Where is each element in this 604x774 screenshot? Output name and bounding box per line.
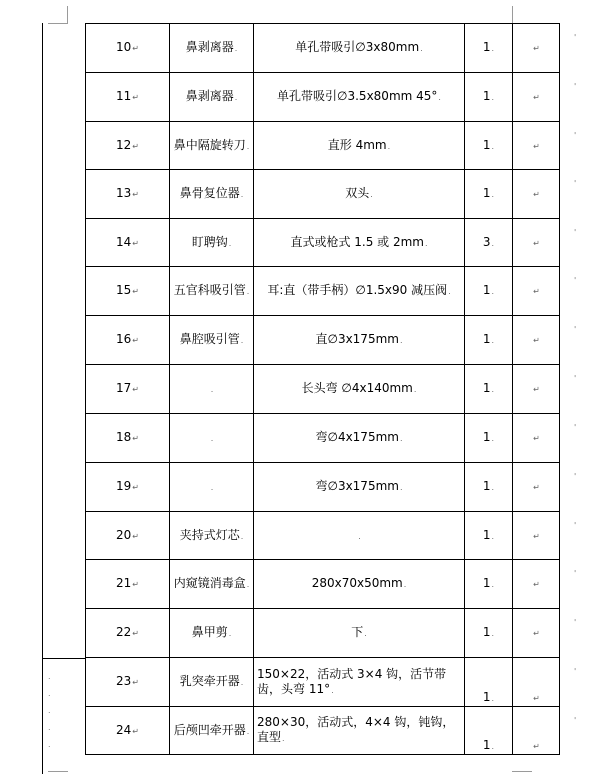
row-number xyxy=(86,170,170,219)
row-number-text: 24 xyxy=(116,722,132,737)
instrument-spec xyxy=(254,707,465,755)
instrument-name-text: 后颅凹牵开器 xyxy=(173,722,246,737)
instrument-name xyxy=(170,609,254,658)
row-end-mark-icon: ' xyxy=(574,569,577,578)
instrument-name xyxy=(170,170,254,219)
quantity xyxy=(465,560,513,609)
instrument-name-text: 盯聘钩 xyxy=(191,234,228,249)
quantity-text: 1 xyxy=(482,738,491,752)
row-number-text: 20 xyxy=(116,527,132,542)
instrument-name-text: 五官科吸引管 xyxy=(173,283,246,297)
instrument-table xyxy=(85,23,560,755)
row-number xyxy=(86,73,170,122)
instrument-name xyxy=(170,707,254,755)
instrument-spec xyxy=(254,316,465,365)
instrument-name xyxy=(170,365,254,414)
instrument-name xyxy=(170,316,254,365)
paragraph-mark-icon: . xyxy=(399,336,403,345)
row-end-mark-icon: ' xyxy=(574,716,577,725)
quantity-text: 1 xyxy=(482,40,491,54)
paragraph-mark-icon: ↵ xyxy=(533,336,540,345)
quantity-text: 1 xyxy=(482,690,491,704)
row-number xyxy=(86,658,170,707)
paragraph-mark-icon: ↵ xyxy=(533,93,540,102)
instrument-spec xyxy=(254,24,465,73)
row-number-text: 15 xyxy=(116,283,132,297)
paragraph-mark-icon: ↵ xyxy=(533,238,540,248)
instrument-spec-text: 280x70x50mm xyxy=(311,576,403,590)
quantity-text: 1 xyxy=(482,186,491,200)
crop-mark-bottom-left-h xyxy=(48,771,68,772)
paragraph-mark-icon: ↵ xyxy=(132,434,139,443)
instrument-spec-text: 单孔带吸引∅3.5x80mm 45° xyxy=(277,89,438,103)
quantity-text: 1 xyxy=(482,283,491,297)
quantity xyxy=(465,24,513,73)
row-number-text: 23 xyxy=(116,674,132,688)
paragraph-mark-icon: . xyxy=(491,434,495,443)
row-number xyxy=(86,122,170,170)
paragraph-mark-icon: . xyxy=(234,44,238,53)
remark xyxy=(513,463,560,512)
quantity-text: 1 xyxy=(482,381,491,395)
row-number xyxy=(86,414,170,463)
left-column-marks: . . . . . xyxy=(48,672,51,749)
instrument-spec-text: 弯∅3x175mm xyxy=(315,479,399,493)
instrument-spec xyxy=(254,122,465,170)
quantity xyxy=(465,219,513,267)
instrument-spec xyxy=(254,463,465,512)
paragraph-mark-icon: ↵ xyxy=(533,44,540,53)
instrument-spec xyxy=(254,658,465,707)
paragraph-mark-icon: ↵ xyxy=(132,483,139,492)
table-row xyxy=(86,122,560,170)
paragraph-mark-icon: . xyxy=(210,483,214,492)
instrument-spec-text: 直∅3x175mm xyxy=(315,332,399,346)
quantity-text: 1 xyxy=(482,89,491,103)
paragraph-mark-icon: . xyxy=(387,141,391,151)
instrument-name xyxy=(170,512,254,560)
paragraph-mark-icon: . xyxy=(240,531,244,541)
row-number xyxy=(86,463,170,512)
table-row xyxy=(86,463,560,512)
paragraph-mark-icon: . xyxy=(491,385,495,394)
instrument-name xyxy=(170,463,254,512)
row-end-mark-icon: ' xyxy=(574,472,577,481)
paragraph-mark-icon: ↵ xyxy=(132,93,139,102)
instrument-spec xyxy=(254,170,465,219)
paragraph-mark-icon: . xyxy=(448,287,451,296)
paragraph-mark-icon: ↵ xyxy=(132,238,139,248)
row-end-mark-icon: ' xyxy=(574,325,577,334)
paragraph-mark-icon: ↵ xyxy=(533,190,540,199)
paragraph-mark-icon: . xyxy=(491,483,495,492)
paragraph-mark-icon: . xyxy=(491,141,495,151)
paragraph-mark-icon: . xyxy=(491,190,495,199)
paragraph-mark-icon: ↵ xyxy=(533,531,540,541)
instrument-spec xyxy=(254,414,465,463)
table-row xyxy=(86,512,560,560)
quantity xyxy=(465,122,513,170)
paragraph-mark-icon: ↵ xyxy=(132,678,139,687)
quantity-text: 1 xyxy=(482,576,491,590)
paragraph-mark-icon: . xyxy=(358,531,361,541)
paragraph-mark-icon: . xyxy=(364,629,367,638)
paragraph-mark-icon: . xyxy=(491,93,495,102)
quantity xyxy=(465,609,513,658)
paragraph-mark-icon: . xyxy=(420,44,423,53)
quantity xyxy=(465,267,513,316)
paragraph-mark-icon: ↵ xyxy=(132,531,139,541)
row-end-mark-icon: ' xyxy=(574,131,577,140)
paragraph-mark-icon: . xyxy=(491,742,495,751)
row-number-text: 12 xyxy=(116,137,132,152)
row-end-mark-icon: ' xyxy=(574,33,577,42)
quantity xyxy=(465,316,513,365)
quantity-text: 1 xyxy=(482,332,491,346)
row-number-text: 19 xyxy=(116,479,132,493)
row-end-mark-icon: ' xyxy=(574,82,577,91)
quantity xyxy=(465,170,513,219)
quantity-text: 1 xyxy=(482,527,491,542)
row-number xyxy=(86,512,170,560)
row-end-mark-icon: ' xyxy=(574,667,577,676)
table-row xyxy=(86,365,560,414)
instrument-name xyxy=(170,73,254,122)
remark xyxy=(513,609,560,658)
table-row xyxy=(86,170,560,219)
instrument-spec-text: 下 xyxy=(351,625,364,639)
crop-mark-top-left-h xyxy=(48,23,68,24)
instrument-spec xyxy=(254,267,465,316)
paragraph-mark-icon: . xyxy=(438,93,441,102)
row-number xyxy=(86,609,170,658)
instrument-spec-text: 150×22，活动式 3×4 钩，活节带齿，头弯 11° xyxy=(257,666,447,696)
quantity-text: 1 xyxy=(482,625,491,639)
instrument-name-text: 夹持式灯芯 xyxy=(179,527,240,542)
row-number-text: 13 xyxy=(116,186,132,200)
quantity xyxy=(465,512,513,560)
instrument-name xyxy=(170,219,254,267)
row-end-mark-icon: ' xyxy=(574,276,577,285)
quantity xyxy=(465,463,513,512)
quantity-text: 1 xyxy=(482,137,491,152)
paragraph-mark-icon: . xyxy=(491,44,495,53)
paragraph-mark-icon: . xyxy=(491,336,495,345)
quantity-text: 1 xyxy=(482,479,491,493)
paragraph-mark-icon: ↵ xyxy=(533,580,540,589)
paragraph-mark-icon: ↵ xyxy=(132,580,139,589)
paragraph-mark-icon: . xyxy=(491,238,495,248)
paragraph-mark-icon: . xyxy=(491,694,495,703)
row-number-text: 16 xyxy=(116,332,132,346)
paragraph-mark-icon: ↵ xyxy=(533,483,540,492)
paragraph-mark-icon: . xyxy=(234,93,238,102)
paragraph-mark-icon: . xyxy=(246,141,250,151)
remark xyxy=(513,414,560,463)
paragraph-mark-icon: . xyxy=(403,580,407,589)
instrument-spec-text: 单孔带吸引∅3x80mm xyxy=(295,40,420,54)
instrument-spec-text: 长头弯 ∅4x140mm xyxy=(301,381,413,395)
remark xyxy=(513,316,560,365)
paragraph-mark-icon: . xyxy=(210,385,214,394)
outer-left-border xyxy=(42,23,43,774)
row-number-text: 14 xyxy=(116,234,132,249)
instrument-spec-text: 双头 xyxy=(345,186,370,200)
remark xyxy=(513,707,560,755)
instrument-name xyxy=(170,267,254,316)
paragraph-mark-icon: ↵ xyxy=(533,434,540,443)
paragraph-mark-icon: ↵ xyxy=(132,44,139,53)
row-number xyxy=(86,267,170,316)
paragraph-mark-icon: . xyxy=(246,726,250,736)
remark xyxy=(513,365,560,414)
instrument-spec xyxy=(254,512,465,560)
paragraph-mark-icon: . xyxy=(282,734,285,743)
table-row xyxy=(86,414,560,463)
instrument-spec-text: 直式或枪式 1.5 或 2mm xyxy=(290,234,424,249)
instrument-spec xyxy=(254,219,465,267)
instrument-spec xyxy=(254,365,465,414)
remark xyxy=(513,122,560,170)
crop-mark-top-right-v xyxy=(512,6,513,24)
instrument-name xyxy=(170,414,254,463)
quantity-text: 3 xyxy=(482,234,491,249)
instrument-name-text: 鼻甲剪 xyxy=(191,625,228,639)
instrument-name xyxy=(170,24,254,73)
paragraph-mark-icon: . xyxy=(399,434,403,443)
instrument-name-text: 鼻骨复位器 xyxy=(179,186,240,200)
remark xyxy=(513,658,560,707)
table-row xyxy=(86,73,560,122)
outer-divider xyxy=(42,658,86,659)
remark xyxy=(513,170,560,219)
paragraph-mark-icon: ↵ xyxy=(533,694,540,703)
row-end-mark-icon: ' xyxy=(574,618,577,627)
quantity-text: 1 xyxy=(482,430,491,444)
table-row xyxy=(86,316,560,365)
paragraph-mark-icon: . xyxy=(491,580,495,589)
paragraph-mark-icon: ↵ xyxy=(132,726,139,736)
row-end-mark-icon: ' xyxy=(574,521,577,530)
row-number xyxy=(86,316,170,365)
paragraph-mark-icon: . xyxy=(228,629,232,638)
paragraph-mark-icon: ↵ xyxy=(132,629,139,638)
paragraph-mark-icon: . xyxy=(425,238,428,248)
paragraph-mark-icon: ↵ xyxy=(533,629,540,638)
quantity xyxy=(465,707,513,755)
table-row xyxy=(86,609,560,658)
instrument-spec xyxy=(254,609,465,658)
row-end-mark-icon: ' xyxy=(574,423,577,432)
paragraph-mark-icon: ↵ xyxy=(533,742,540,751)
remark xyxy=(513,267,560,316)
row-number-text: 11 xyxy=(116,89,132,103)
paragraph-mark-icon: . xyxy=(399,483,403,492)
remark xyxy=(513,219,560,267)
row-number xyxy=(86,560,170,609)
paragraph-mark-icon: . xyxy=(491,531,495,541)
instrument-spec xyxy=(254,73,465,122)
row-number xyxy=(86,707,170,755)
paragraph-mark-icon: . xyxy=(240,678,244,687)
instrument-spec-text: 耳:直（带手柄）∅1.5x90 减压阀 xyxy=(267,283,448,297)
paragraph-mark-icon: ↵ xyxy=(533,287,540,296)
paragraph-mark-icon: . xyxy=(240,190,244,199)
remark xyxy=(513,512,560,560)
quantity xyxy=(465,658,513,707)
row-number xyxy=(86,24,170,73)
instrument-spec-text: 直形 4mm xyxy=(327,137,387,152)
instrument-name-text: 内窥镜消毒盒 xyxy=(173,576,246,590)
paragraph-mark-icon: . xyxy=(240,336,244,345)
table-row xyxy=(86,658,560,707)
row-number-text: 21 xyxy=(116,576,132,590)
paragraph-mark-icon: ↵ xyxy=(132,190,139,199)
instrument-name-text: 鼻剥离器 xyxy=(185,40,234,54)
paragraph-mark-icon: . xyxy=(210,434,214,443)
crop-mark-bottom-right-h xyxy=(512,771,532,772)
paragraph-mark-icon: . xyxy=(246,287,250,296)
paragraph-mark-icon: . xyxy=(413,385,417,394)
row-end-mark-icon: ' xyxy=(574,228,577,237)
instrument-spec xyxy=(254,560,465,609)
row-number-text: 18 xyxy=(116,430,132,444)
paragraph-mark-icon: . xyxy=(491,287,495,296)
table-row xyxy=(86,707,560,755)
instrument-name xyxy=(170,560,254,609)
row-end-mark-icon: ' xyxy=(574,179,577,188)
paragraph-mark-icon: . xyxy=(370,190,373,199)
paragraph-mark-icon: ↵ xyxy=(132,336,139,345)
row-number-text: 17 xyxy=(116,381,132,395)
remark xyxy=(513,560,560,609)
row-end-mark-icon: ' xyxy=(574,374,577,383)
instrument-name xyxy=(170,122,254,170)
instrument-name-text: 鼻剥离器 xyxy=(185,89,234,103)
paragraph-mark-icon: . xyxy=(491,629,495,638)
instrument-name xyxy=(170,658,254,707)
paragraph-mark-icon: ↵ xyxy=(533,385,540,394)
paragraph-mark-icon: ↵ xyxy=(132,287,139,296)
paragraph-mark-icon: ↵ xyxy=(533,141,540,151)
quantity xyxy=(465,73,513,122)
row-number xyxy=(86,365,170,414)
table-row xyxy=(86,219,560,267)
instrument-name-text: 鼻腔吸引管 xyxy=(179,332,240,346)
remark xyxy=(513,24,560,73)
paragraph-mark-icon: . xyxy=(246,580,250,589)
quantity xyxy=(465,414,513,463)
remark xyxy=(513,73,560,122)
row-number-text: 22 xyxy=(116,625,132,639)
paragraph-mark-icon: . xyxy=(228,238,232,248)
row-number-text: 10 xyxy=(116,40,132,54)
table-row xyxy=(86,560,560,609)
instrument-name-text: 乳突牵开器 xyxy=(179,674,240,688)
paragraph-mark-icon: . xyxy=(331,685,334,695)
table-row xyxy=(86,267,560,316)
paragraph-mark-icon: ↵ xyxy=(132,141,139,151)
paragraph-mark-icon: ↵ xyxy=(132,385,139,394)
instrument-spec-text: 280×30，活动式，4×4 钩，钝钩，直型 xyxy=(257,715,455,744)
row-number xyxy=(86,219,170,267)
instrument-name-text: 鼻中隔旋转刀 xyxy=(173,137,246,152)
quantity xyxy=(465,365,513,414)
crop-mark-top-left-v xyxy=(67,6,68,24)
instrument-spec-text: 弯∅4x175mm xyxy=(315,430,399,444)
table-row xyxy=(86,24,560,73)
